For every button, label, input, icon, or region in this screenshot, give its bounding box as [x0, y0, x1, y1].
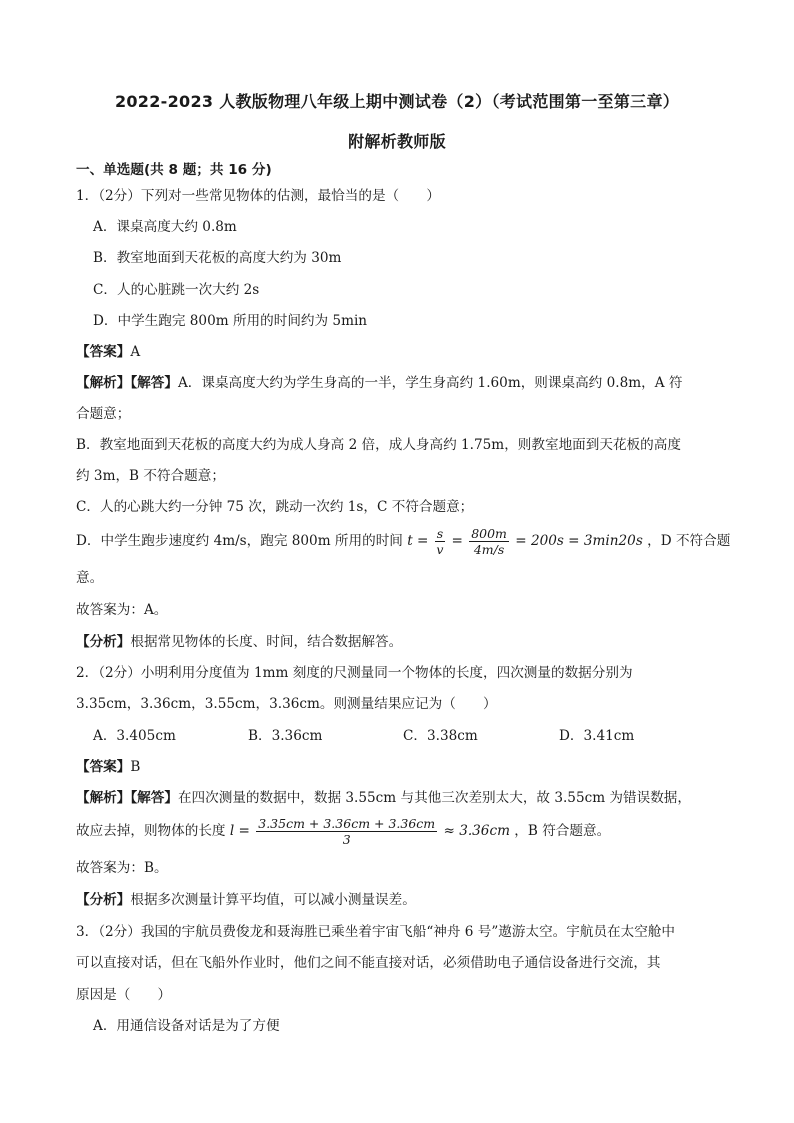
q2-analysis-1	[76, 788, 726, 808]
fraction	[435, 526, 445, 557]
answer-tag: 【答案】	[76, 344, 131, 360]
fraction	[256, 816, 437, 847]
q2-answer	[76, 757, 726, 777]
q2-option-d: D．3.41cm	[559, 728, 635, 744]
formula-rhs: = 200s = 3min20s	[510, 533, 643, 549]
q2-option-a: A．3.405cm	[93, 728, 176, 744]
q3-stem-1: 3．（2分）我国的宇航员费俊龙和聂海胜已乘坐着宇宙飞船“神舟 6 号”遨游太空。宇航员在太空舱中	[76, 924, 676, 940]
q2-option-c: C．3.38cm	[403, 728, 478, 744]
answer-tag: 【答案】	[76, 759, 131, 775]
formula	[229, 816, 514, 847]
analysis-text: ，D 不符合题	[647, 533, 731, 549]
q2-analysis-2	[76, 815, 726, 847]
q2-stem-2: 3.35cm，3.36cm，3.55cm，3.36cm。则测量结果应记为（ ）	[76, 696, 497, 712]
formula-lhs: t =	[407, 533, 433, 549]
analysis-text: A．课桌高度大约为学生身高的一半，学生身高约 1.60m，则课桌高约 0.8m，A 符	[177, 375, 683, 391]
q1-analysis-c: C．人的心跳大约一分钟 75 次，跳动一次约 1s，C 不符合题意；	[76, 499, 474, 515]
q1-option-b: B．教室地面到天花板的高度大约为 30m	[93, 250, 342, 266]
fraction-numerator: s	[436, 526, 444, 541]
q2-analysis-note	[76, 890, 726, 910]
q3-stem-3: 原因是（ ）	[76, 987, 172, 1003]
answer-value: A	[130, 344, 141, 360]
q1-stem: 1．（2分）下列对一些常见物体的估测，最恰当的是（ ）	[76, 188, 440, 204]
q1-analysis-note	[76, 632, 726, 652]
fraction-numerator: 3.35cm + 3.36cm + 3.36cm	[258, 816, 436, 831]
formula-rhs: ≈ 3.36cm	[439, 823, 510, 839]
analysis-text: 根据多次测量计算平均值，可以减小测量误差。	[130, 892, 416, 908]
doc-subtitle: 附解析教师版	[348, 132, 446, 151]
q1-analysis-a2: 合题意；	[76, 406, 131, 422]
analysis-text: D．中学生跑步速度约 4m/s，跑完 800m 所用的时间	[76, 533, 403, 549]
q1-option-d: D．中学生跑完 800m 所用的时间约为 5min	[93, 313, 368, 329]
q1-option-c: C．人的心脏跳一次大约 2s	[93, 282, 260, 298]
fraction-denominator: 4m/s	[473, 542, 505, 557]
analysis-tag: 【解析】【解答】	[76, 375, 178, 391]
q1-analysis-d	[76, 525, 731, 557]
answer-value: B	[130, 759, 141, 775]
formula	[407, 526, 647, 557]
q1-answer	[76, 342, 726, 362]
q1-analysis-a1	[76, 373, 726, 393]
analysis-tag: 【分析】	[76, 634, 131, 650]
q3-option-a: A．用通信设备对话是为了方便	[93, 1018, 280, 1034]
analysis-tag: 【解析】【解答】	[76, 790, 178, 806]
analysis-tag: 【分析】	[76, 892, 131, 908]
formula-equals: =	[447, 533, 468, 549]
q2-conclusion: 故答案为：B。	[76, 860, 168, 876]
analysis-text: 在四次测量的数据中，数据 3.55cm 与其他三次差别太大，故 3.55cm 为错误数据，	[177, 790, 691, 806]
doc-title: 2022-2023 人教版物理八年级上期中测试卷（2）（考试范围第一至第三章）	[114, 92, 680, 111]
analysis-text: 故应去掉，则物体的长度	[76, 823, 226, 839]
q1-analysis-b1: B．教室地面到天花板的高度大约为成人身高 2 倍，成人身高约 1.75m，则教室地面到天花板的高度	[76, 437, 681, 453]
q1-analysis-b2: 约 3m，B 不符合题意；	[76, 468, 225, 484]
fraction-denominator: v	[436, 542, 444, 557]
fraction-numerator: 800m	[471, 526, 507, 541]
q1-conclusion: 故答案为：A。	[76, 602, 168, 618]
fraction-denominator: 3	[342, 832, 351, 847]
q2-option-b: B．3.36cm	[248, 728, 323, 744]
analysis-text: 根据常见物体的长度、时间，结合数据解答。	[130, 634, 403, 650]
fraction	[469, 526, 509, 557]
q1-analysis-d2: 意。	[76, 570, 104, 586]
q3-stem-2: 可以直接对话，但在飞船外作业时，他们之间不能直接对话，必须借助电子通信设备进行交流，其	[76, 955, 661, 971]
formula-lhs: l =	[229, 823, 255, 839]
analysis-text: ，B 符合题意。	[514, 823, 611, 839]
q2-stem-1: 2．（2分）小明利用分度值为 1mm 刻度的尺测量同一个物体的长度，四次测量的数据分别为	[76, 665, 633, 681]
section-heading: 一、单选题(共 8 题；共 16 分)	[76, 162, 272, 178]
q1-option-a: A．课桌高度大约 0.8m	[93, 219, 237, 235]
